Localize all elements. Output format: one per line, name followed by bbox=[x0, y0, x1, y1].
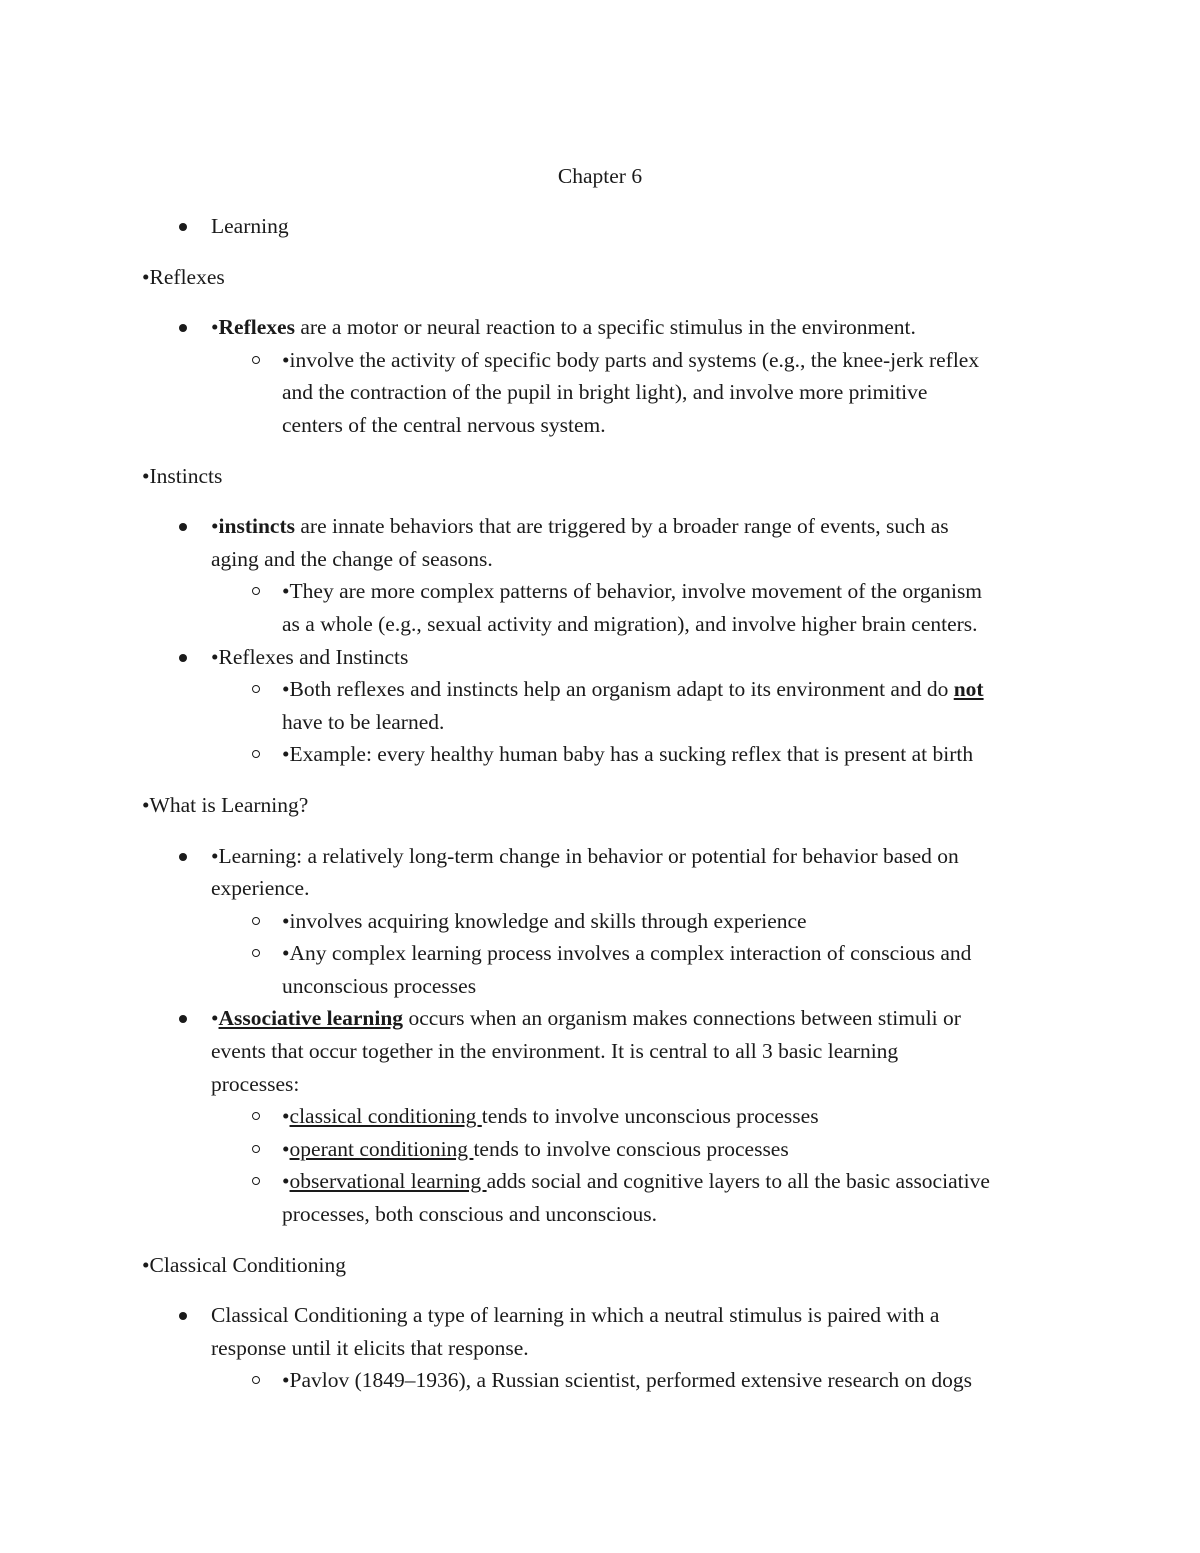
sub-list-item-continued: centers of the central nervous system. bbox=[282, 412, 606, 437]
bullet-dot-icon bbox=[179, 853, 187, 861]
bullet-circle-icon bbox=[252, 1177, 260, 1185]
bullet-circle-icon bbox=[252, 949, 260, 957]
sub-list-item-continued: unconscious processes bbox=[282, 973, 477, 998]
sub-list-item: •Example: every healthy human baby has a sucking reflex that is present at birth bbox=[142, 738, 1072, 771]
sub-list-item: •observational learning adds social and cognitive layers to all the basic associative bbox=[142, 1165, 1072, 1198]
bullet-dot-icon bbox=[179, 223, 187, 231]
list-item-continued: aging and the change of seasons. bbox=[211, 546, 493, 571]
bullet-circle-icon bbox=[252, 587, 260, 595]
document-body bbox=[142, 210, 1072, 1397]
list-item: •Associative learning occurs when an organism makes connections between stimuli or bbox=[142, 1002, 1072, 1035]
list-item-continued: processes: bbox=[211, 1071, 300, 1096]
sub-list-item: •involves acquiring knowledge and skills through experience bbox=[142, 905, 1072, 938]
list-item: •instincts are innate behaviors that are triggered by a broader range of events, such as bbox=[142, 510, 1072, 543]
bullet-circle-icon bbox=[252, 685, 260, 693]
sub-list-item: •involve the activity of specific body parts and systems (e.g., the knee-jerk reflex bbox=[142, 344, 1072, 377]
bullet-dot-icon bbox=[179, 523, 187, 531]
sub-list-item: •Both reflexes and instincts help an organism adapt to its environment and do not bbox=[142, 673, 1072, 706]
section-heading: •Classical Conditioning bbox=[142, 1252, 347, 1277]
bullet-circle-icon bbox=[252, 1376, 260, 1384]
sub-list-item-continued: processes, both conscious and unconscious. bbox=[282, 1202, 657, 1227]
section-heading: •Reflexes bbox=[142, 264, 225, 289]
list-item-continued: events that occur together in the environment. It is central to all 3 basic learning bbox=[211, 1039, 899, 1064]
sub-list-item-continued: and the contraction of the pupil in bright light), and involve more primitive bbox=[282, 380, 928, 405]
sub-list-item: •Any complex learning process involves a complex interaction of conscious and bbox=[142, 937, 1072, 970]
bullet-circle-icon bbox=[252, 1112, 260, 1120]
sub-list-item: •operant conditioning tends to involve conscious processes bbox=[142, 1133, 1072, 1166]
sub-list-item-continued: have to be learned. bbox=[282, 709, 445, 734]
list-item: •Learning: a relatively long-term change in behavior or potential for behavior based on bbox=[142, 840, 1072, 873]
bullet-dot-icon bbox=[179, 654, 187, 662]
sub-list-item: •Pavlov (1849–1936), a Russian scientist, performed extensive research on dogs bbox=[142, 1364, 1072, 1397]
sub-list-item: •They are more complex patterns of behavior, involve movement of the organism bbox=[142, 575, 1072, 608]
bullet-circle-icon bbox=[252, 356, 260, 364]
page-title: Chapter 6 bbox=[557, 164, 643, 188]
list-item-continued: experience. bbox=[211, 876, 310, 901]
bullet-dot-icon bbox=[179, 324, 187, 332]
bullet-circle-icon bbox=[252, 750, 260, 758]
list-item: •Reflexes and Instincts bbox=[142, 641, 1072, 674]
bullet-circle-icon bbox=[252, 1145, 260, 1153]
section-heading: •Instincts bbox=[142, 463, 223, 488]
bullet-circle-icon bbox=[252, 917, 260, 925]
list-item: Classical Conditioning a type of learning in which a neutral stimulus is paired with a bbox=[142, 1299, 1072, 1332]
section-heading: •What is Learning? bbox=[142, 792, 309, 817]
sub-list-item: •classical conditioning tends to involve unconscious processes bbox=[142, 1100, 1072, 1133]
list-item: •Reflexes are a motor or neural reaction to a specific stimulus in the environment. bbox=[142, 311, 1072, 344]
list-item: Learning bbox=[142, 210, 1072, 243]
bullet-dot-icon bbox=[179, 1312, 187, 1320]
list-item-continued: response until it elicits that response. bbox=[211, 1335, 529, 1360]
sub-list-item-continued: as a whole (e.g., sexual activity and migration), and involve higher brain centers. bbox=[282, 611, 978, 636]
bullet-dot-icon bbox=[179, 1015, 187, 1023]
